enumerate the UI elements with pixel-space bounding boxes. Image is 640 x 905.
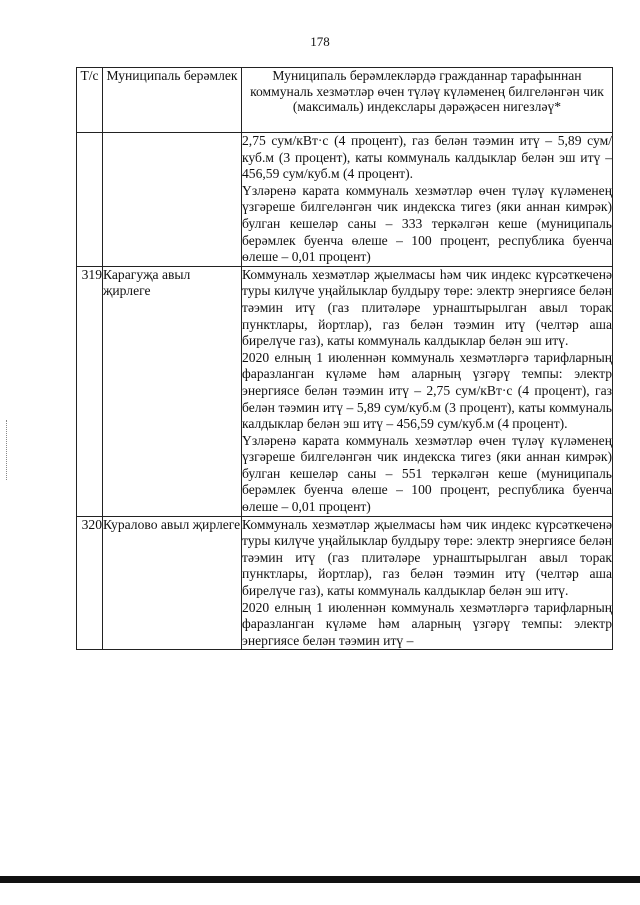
justification-text [242, 133, 613, 267]
column-header-justification: Муниципаль берәмлекләрдә гражданнар тарафыннан коммуналь хезмәтләр өчен түләү күләменең билгеләнгән чик (максималь) индекслары дәрәҗәсен нигезләү* [242, 68, 613, 133]
table-row [77, 133, 613, 267]
table-row [77, 516, 613, 650]
paragraph: Коммуналь хезмәтләр җыелмасы һәм чик индекс күрсәткеченә туры килүче уңайлыклар булдыру төре: электр энергиясе белән тәэмин итү (газ плитәләре урнаштырылган авыл торак пунктлары, йортлар), газ белән тәэмин итү (челтәр аша бирелүче газ), каты коммуналь калдыклар белән эш итү. [242, 516, 612, 599]
justification-text [242, 266, 613, 516]
table-row [77, 266, 613, 516]
scan-margin-marks [6, 420, 9, 480]
municipality-name [103, 133, 242, 267]
paragraph: Коммуналь хезмәтләр җыелмасы һәм чик индекс күрсәткеченә туры килүче уңайлыклар булдыру төре: электр энергиясе белән тәэмин итү (газ плитәләре урнаштырылган авыл торак пунктлары, йортлар), газ белән тәэмин итү (челтәр аша бирелүче газ), каты коммуналь калдыклар белән эш итү. [242, 266, 612, 349]
page-number: 178 [310, 34, 330, 49]
scan-bottom-strip [0, 876, 640, 883]
column-header-number: Т/с [77, 68, 103, 133]
paragraph: 2020 елның 1 июленнән коммуналь хезмәтләргә тарифларның фаразланган күләме һәм аларның үзгәрү темпы: электр энергиясе белән тәэмин итү – [242, 599, 612, 648]
municipality-name: Куралово авыл җирлеге [103, 516, 242, 650]
row-number: 319 [77, 266, 103, 516]
paragraph: 2,75 сум/кВт·с (4 процент), газ белән тәэмин итү – 5,89 сум/куб.м (3 процент), каты коммуналь калдыклар белән эш итү – 456,59 сум/куб.м (4 процент). [242, 133, 612, 182]
municipal-tariff-table [76, 67, 613, 650]
column-header-municipality: Муниципаль берәмлек [103, 68, 242, 133]
paragraph: Үзләренә карата коммуналь хезмәтләр өчен түләү күләменең үзгәреше билгеләнгән чик индекска тигез (яки аннан кимрәк) булган кешеләр саны – 333 теркәлгән кеше (муниципаль берәмлек буенча өлеше – 100 процент, республика буенча өлеше – 0,01 процент) [242, 182, 612, 265]
row-number [77, 133, 103, 267]
row-number: 320 [77, 516, 103, 650]
paragraph: 2020 елның 1 июленнән коммуналь хезмәтләргә тарифларның фаразланган күләме һәм аларның үзгәрү темпы: электр энергиясе белән тәэмин итү – 2,75 сум/кВт·с (4 процент), газ белән тәэмин итү – 5,89 сум/куб.м (3 процент), каты коммуналь калдыклар белән эш итү – 456,59 сум/куб.м (4 процент). [242, 349, 612, 432]
justification-text [242, 516, 613, 650]
municipality-name: Карагуҗа авыл җирлеге [103, 266, 242, 516]
table-header-row [77, 68, 613, 133]
paragraph: Үзләренә карата коммуналь хезмәтләр өчен түләү күләменең үзгәреше билгеләнгән чик индекска тигез (яки аннан кимрәк) булган кешеләр саны – 551 теркәлгән кеше (муниципаль берәмлек буенча өлеше – 100 процент, республика буенча өлеше – 0,01 процент) [242, 432, 612, 515]
